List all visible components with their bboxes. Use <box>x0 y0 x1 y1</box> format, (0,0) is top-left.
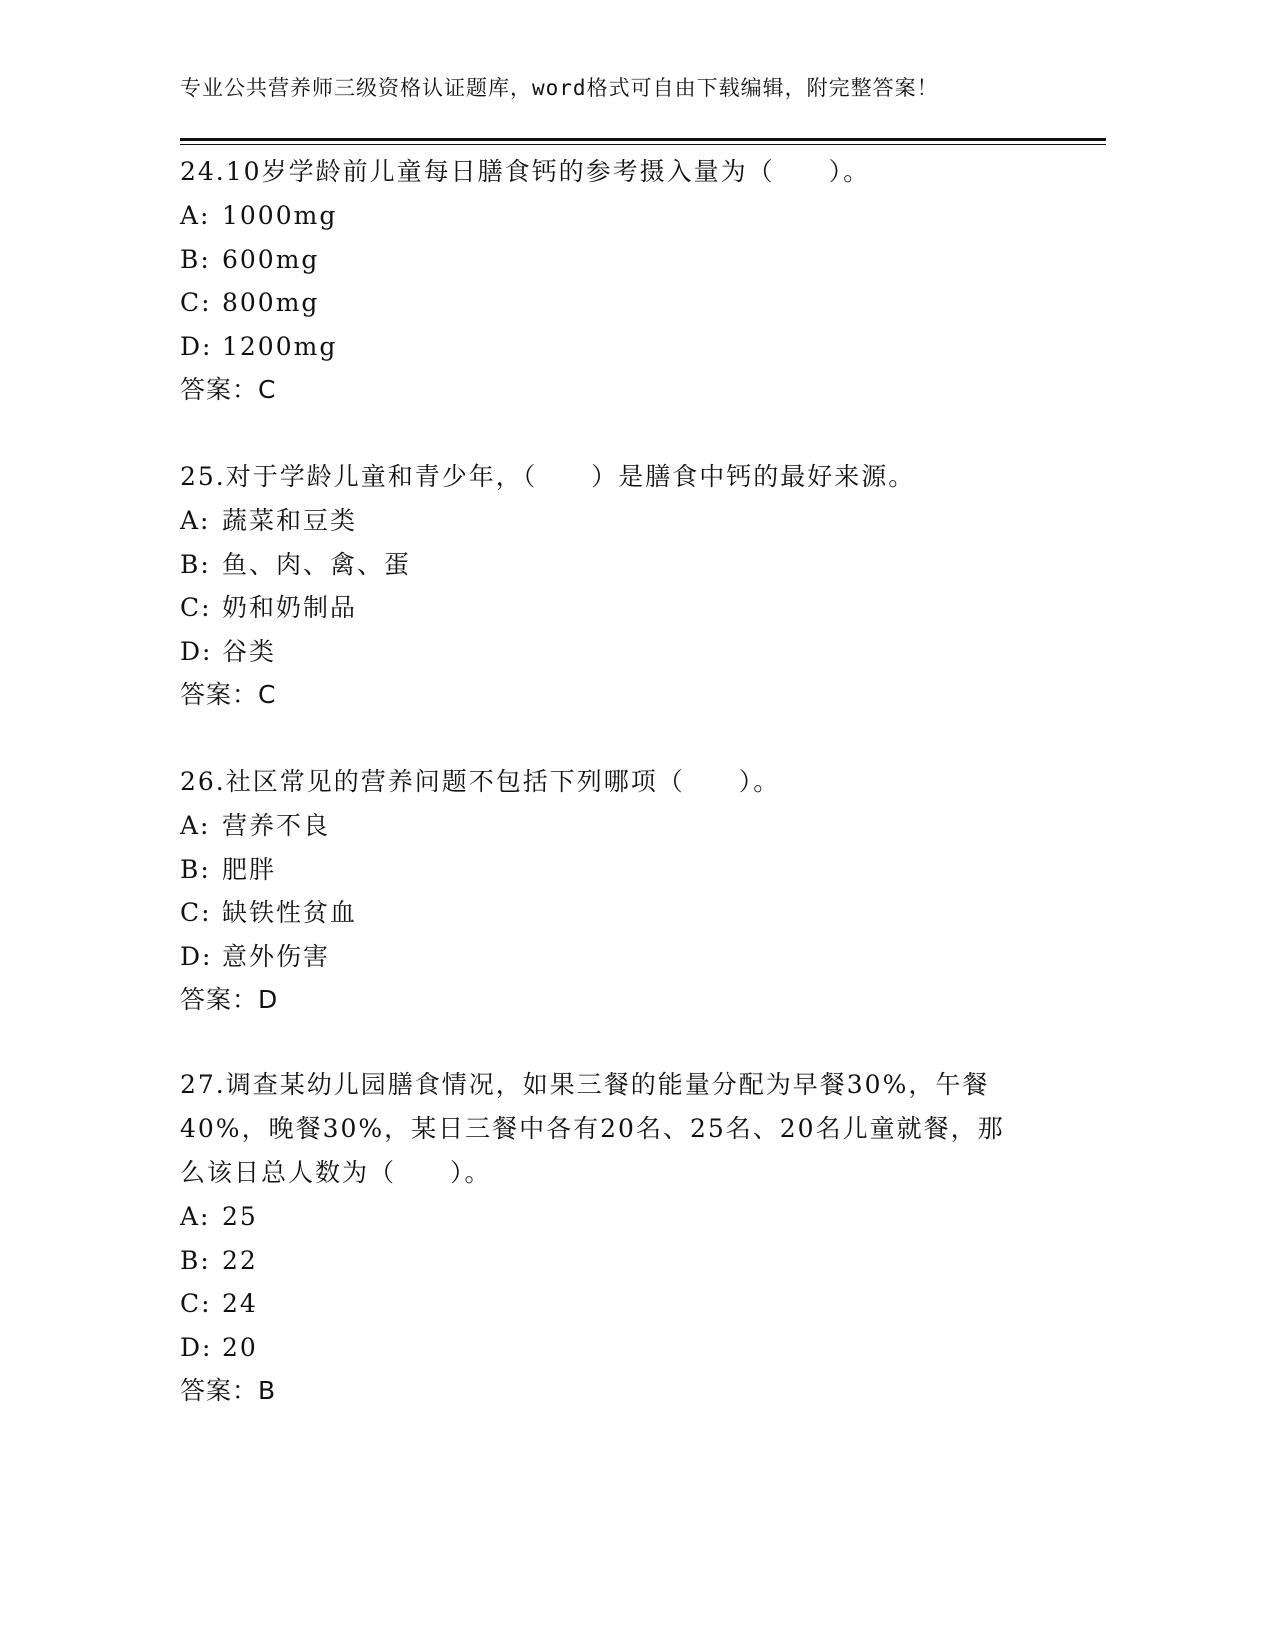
option-text: 22 <box>222 1245 258 1275</box>
option-key: A: <box>180 201 211 230</box>
option-key: A: <box>180 1202 211 1231</box>
option-key: B: <box>180 854 211 884</box>
option-c <box>180 281 1060 325</box>
answer-line: 答案：C <box>180 680 277 709</box>
option-key: D: <box>180 331 213 361</box>
option-text: 1200mg <box>222 331 338 361</box>
option-key: C: <box>180 288 212 317</box>
question-25 <box>180 455 1060 717</box>
header-rule-thick <box>180 138 1106 141</box>
option-a <box>180 804 1060 848</box>
option-key: D: <box>180 1332 213 1362</box>
option-text: 谷类 <box>222 636 277 666</box>
option-c <box>180 891 1060 935</box>
question-24 <box>180 150 1060 412</box>
answer-line: 答案：C <box>180 375 277 404</box>
option-text: 缺铁性贫血 <box>222 898 358 927</box>
question-27 <box>180 1063 1030 1413</box>
option-d <box>180 325 1060 369</box>
option-c <box>180 586 1060 630</box>
option-a <box>180 1195 1030 1239</box>
option-key: A: <box>180 506 211 535</box>
option-key: C: <box>180 593 212 622</box>
option-key: D: <box>180 941 213 971</box>
answer-line: 答案：B <box>180 1376 277 1405</box>
option-d <box>180 1326 1030 1370</box>
header-rule-thin <box>180 144 1106 145</box>
option-b <box>180 848 1060 892</box>
question-stem: 25.对于学龄儿童和青少年，（ ）是膳食中钙的最好来源。 <box>180 462 916 491</box>
option-text: 鱼、肉、禽、蛋 <box>222 549 412 579</box>
option-d <box>180 935 1060 979</box>
option-text: 20 <box>222 1332 258 1362</box>
option-key: A: <box>180 811 211 840</box>
option-b <box>180 1239 1030 1283</box>
option-text: 24 <box>222 1289 258 1318</box>
option-text: 肥胖 <box>222 854 277 884</box>
option-text: 25 <box>222 1202 258 1231</box>
option-text: 意外伤害 <box>222 941 331 971</box>
option-a <box>180 194 1060 238</box>
option-key: B: <box>180 244 211 274</box>
page-header: 专业公共营养师三级资格认证题库，word格式可自由下载编辑，附完整答案！ <box>180 76 939 100</box>
option-text: 800mg <box>222 288 320 317</box>
option-text: 1000mg <box>222 201 338 230</box>
option-key: C: <box>180 1289 212 1318</box>
question-stem: 27.调查某幼儿园膳食情况，如果三餐的能量分配为早餐30%，午餐40%，晚餐30%，某日三餐中各有20名、25名、20名儿童就餐，那么该日总人数为（ ）。 <box>180 1070 1005 1187</box>
option-key: D: <box>180 636 213 666</box>
option-b <box>180 543 1060 587</box>
question-26 <box>180 760 1060 1022</box>
option-key: B: <box>180 1245 211 1275</box>
question-stem: 24.10岁学龄前儿童每日膳食钙的参考摄入量为（ ）。 <box>180 157 871 186</box>
answer-line: 答案：D <box>180 985 279 1014</box>
option-b <box>180 238 1060 282</box>
option-text: 营养不良 <box>222 811 331 840</box>
option-text: 600mg <box>222 244 320 274</box>
option-text: 奶和奶制品 <box>222 593 358 622</box>
question-stem: 26.社区常见的营养问题不包括下列哪项（ ）。 <box>180 767 781 796</box>
option-d <box>180 630 1060 674</box>
option-a <box>180 499 1060 543</box>
option-key: B: <box>180 549 211 579</box>
option-key: C: <box>180 898 212 927</box>
option-text: 蔬菜和豆类 <box>222 506 358 535</box>
option-c <box>180 1282 1030 1326</box>
